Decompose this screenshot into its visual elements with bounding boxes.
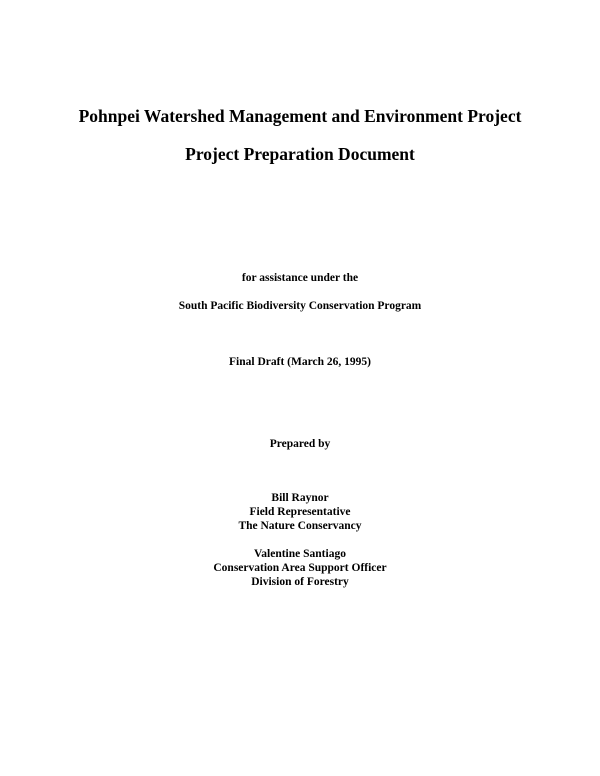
prepared-by-label: Prepared by: [269, 438, 331, 450]
document-title: Pohnpei Watershed Management and Environment Project: [78, 106, 522, 126]
document-subtitle: Project Preparation Document: [185, 144, 415, 164]
author-position: Field Representative: [249, 506, 351, 518]
program-name: South Pacific Biodiversity Conservation Program: [178, 300, 422, 312]
author-position: Conservation Area Support Officer: [213, 562, 387, 574]
author-organization: The Nature Conservancy: [238, 520, 362, 532]
author-name: Valentine Santiago: [254, 548, 346, 560]
author-name: Bill Raynor: [271, 492, 329, 504]
assistance-line: for assistance under the: [241, 272, 359, 284]
author-organization: Division of Forestry: [251, 576, 349, 588]
draft-date: Final Draft (March 26, 1995): [229, 356, 371, 368]
